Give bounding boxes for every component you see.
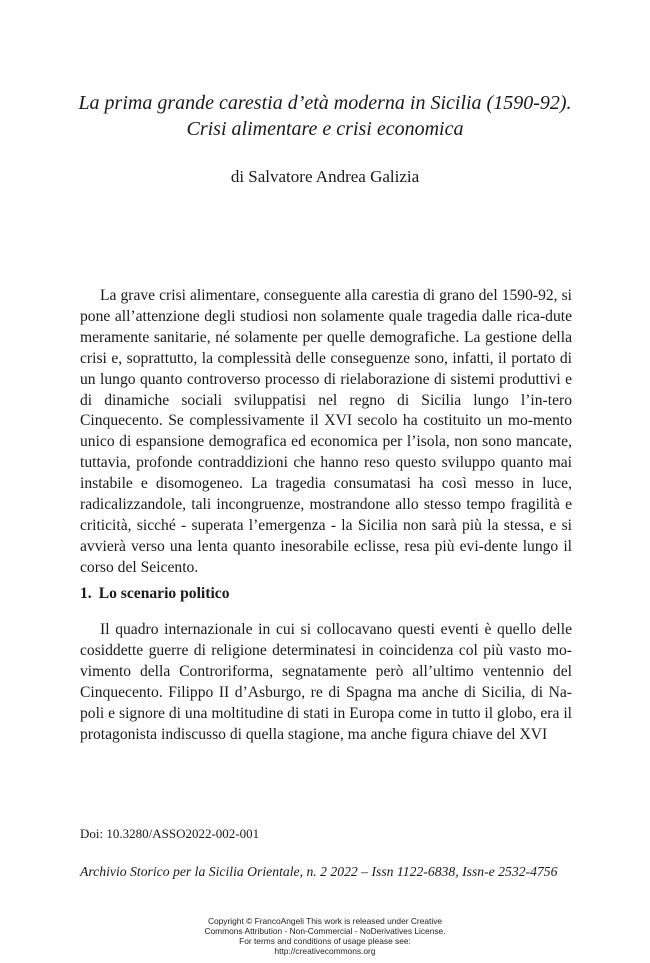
section-heading <box>80 584 230 604</box>
license-line-2: Commons Attribution - Non-Commercial - NoDerivatives License. <box>204 926 446 936</box>
license-line-1: Copyright © FrancoAngeli This work is released under Creative <box>207 916 443 926</box>
section-paragraph: Il quadro internazionale in cui si collocavano questi eventi è quello delle cosiddette guerre di religione determinatesi in coincidenza col più vasto mo-vimento della Controriforma, segnatamente però all’ultimo ventennio del Cinquecento. Filippo II d’Asburgo, re di Spagna ma anche di Sicilia, di Na-poli e signore di una moltitudine di stati in Europa come in tutto il globo, era il protagonista indiscusso di quella stagione, ma anche figura chiave del XVI <box>80 621 572 743</box>
license-notice <box>0 916 650 956</box>
doi-line: Doi: 10.3280/ASSO2022-002-001 <box>80 826 260 841</box>
license-link[interactable]: http://creativecommons.org <box>274 946 376 956</box>
license-line-3: For terms and conditions of usage please see: <box>239 936 411 946</box>
section-title: Lo scenario politico <box>98 585 230 602</box>
article-title-line-1: La prima grande carestia d’età moderna in Sicilia (1590-92). <box>78 92 572 114</box>
author-byline: di Salvatore Andrea Galizia <box>230 167 420 186</box>
intro-paragraph: La grave crisi alimentare, conseguente alla carestia di grano del 1590-92, si pone all’attenzione degli studiosi non solamente quale tragedia dalle rica-dute meramente sanitarie, né solamente per quelle demografiche. La gestione della crisi e, soprattutto, la complessità delle conseguenze sono, infatti, il portato di un lungo quanto controverso processo di rielaborazione di sistemi produttivi e di dinamiche sociali sviluppatisi nel regno di Sicilia lungo l’in-tero Cinquecento. Se complessivamente il XVI secolo ha costituito un mo-mento unico di espansione demografica ed economica per l’isola, non sono mancate, tuttavia, profonde contraddizioni che hanno reso questo sviluppo quanto mai instabile e disomogeneo. La tragedia consumatasi ha così messo in luce, radicalizzandole, tali incongruenze, mostrandone allo stesso tempo fragilità e criticità, sicché - superata l’emergenza - la Sicilia non sarà più la stessa, e si avvierà verso una lenta quanto inesorabile eclisse, resa più evi-dente lungo il corso del Seicento. <box>80 287 572 576</box>
journal-citation: Archivio Storico per la Sicilia Orientale, n. 2 2022 – Issn 1122-6838, Issn-e 2532-4756 <box>80 864 558 879</box>
article-title <box>0 90 650 142</box>
article-title-line-2: Crisi alimentare e crisi economica <box>186 118 464 140</box>
section-number: 1. <box>80 585 92 602</box>
